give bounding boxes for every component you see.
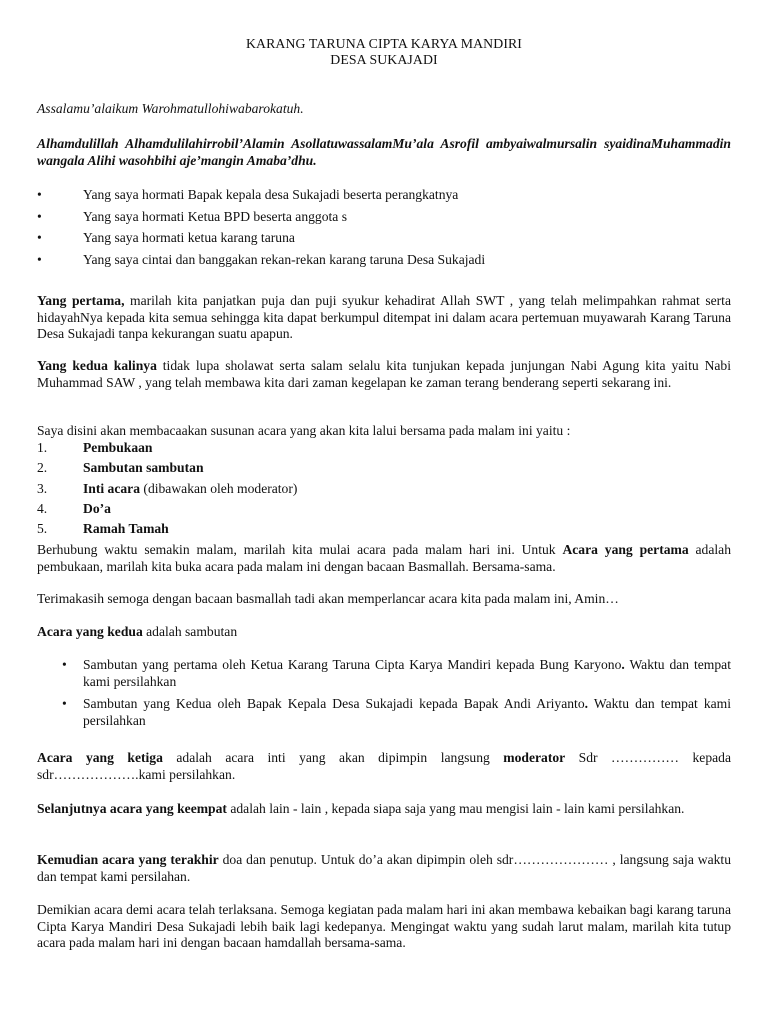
list-item: • Yang saya hormati ketua karang taruna [37, 230, 295, 245]
list-item: • Sambutan yang Kedua oleh Bapak Kepala Desa Sukajadi kepada Bapak Andi Ariyanto. Waktu dan tempat kami persilahkan [62, 696, 732, 728]
list-item: 4. Do’a [37, 500, 111, 516]
bullet-icon: • [62, 696, 67, 711]
paragraph-penutup: Demikian acara demi acara telah terlaksana. Semoga kegiatan pada malam hari ini akan membawa kebaikan bagi karang taruna Cipta Karya Mandiri Desa Sukajadi lebih baik lagi kedepanya. Mengingat waktu yang sudah larut malam, marilah kita tutup acara pada malam hari ini dengan bacaan hamdallah bersama-sama. [37, 902, 731, 950]
list-item: • Sambutan yang pertama oleh Ketua Karang Taruna Cipta Karya Mandiri kepada Bung Karyono. Waktu dan tempat kami persilahkan [62, 657, 731, 689]
list-item: 2. Sambutan sambutan [37, 460, 204, 476]
paragraph-acara-kedua: Acara yang kedua adalah sambutan [37, 624, 238, 639]
bullet-icon: • [37, 208, 42, 224]
bullet-icon: • [37, 187, 42, 202]
document-subtitle: DESA SUKAJADI [330, 52, 438, 67]
document-title: KARANG TARUNA CIPTA KARYA MANDIRI [245, 36, 523, 51]
list-item: 3. Inti acara (dibawakan oleh moderator) [37, 480, 298, 496]
salam-line: Assalamu’alaikum Warohmatullohiwabarokatuh. [37, 101, 304, 116]
paragraph-acara-keempat: Selanjutnya acara yang keempat adalah lain - lain , kepada siapa saja yang mau mengisi lain - lain kami persilahkan. [37, 801, 685, 816]
paragraph-pertama: Yang pertama, marilah kita panjatkan puja dan puji syukur kehadirat Allah SWT , yang telah melimpahkan rahmat serta hidayahNya kepada kita semua sehingga kita dapat berkumpul ditempat ini dalam acara pertemuan muyawarah Karang Taruna Desa Sukajadi tanpa kekurangan suatu apapun. [37, 293, 731, 341]
list-item: • Yang saya cintai dan banggakan rekan-rekan karang taruna Desa Sukajadi [37, 251, 486, 267]
paragraph-kedua: Yang kedua kalinya tidak lupa sholawat serta salam selalu kita tunjukan kepada junjungan Nabi Agung kita yaitu Nabi Muhammad SAW , yang telah membawa kita dari zaman kegelapan ke zaman terang benderang seperti sekarang ini. [37, 358, 731, 390]
list-item: 5. Ramah Tamah [37, 521, 169, 537]
paragraph-acara-terakhir: Kemudian acara yang terakhir doa dan penutup. Untuk do’a akan dipimpin oleh sdr………………… , langsung saja waktu dan tempat kami persilahan. [37, 852, 731, 884]
sambutan-list [37, 657, 731, 729]
agenda-list [37, 440, 731, 541]
bullet-icon: • [37, 230, 42, 245]
paragraph-terimakasih: Terimakasih semoga dengan bacaan basmallah tadi akan memperlancar acara kita pada malam ini, Amin… [37, 591, 619, 606]
paragraph-acara-ketiga: Acara yang ketiga adalah acara inti yang akan dipimpin langsung moderator Sdr …………… kepada sdr……………….kami persilahkan. [37, 750, 731, 782]
paragraph-acara-pertama: Berhubung waktu semakin malam, marilah kita mulai acara pada malam hari ini. Untuk Acara yang pertama adalah pembukaan, marilah kita buka acara pada malam ini dengan bacaan Basmallah. Bersama-sama. [37, 542, 731, 574]
bullet-icon: • [62, 657, 67, 672]
list-item: • Yang saya hormati Ketua BPD beserta anggota s [37, 208, 348, 224]
agenda-intro: Saya disini akan membacaakan susunan acara yang akan kita lalui bersama pada malam ini yaitu : [37, 423, 571, 438]
list-item: • Yang saya hormati Bapak kepala desa Sukajadi beserta perangkatnya [37, 187, 459, 202]
hamdalah-paragraph: Alhamdulillah Alhamdulilahirrobil’Alamin AsollatuwassalamMu’ala Asrofil ambyaiwalmursalin syaidinaMuhammadin wangala Alihi wasohbihi aje’mangin Amaba’dhu. [37, 136, 731, 168]
greetings-list [37, 187, 731, 273]
list-item: 1. Pembukaan [37, 440, 153, 455]
bullet-icon: • [37, 251, 42, 267]
